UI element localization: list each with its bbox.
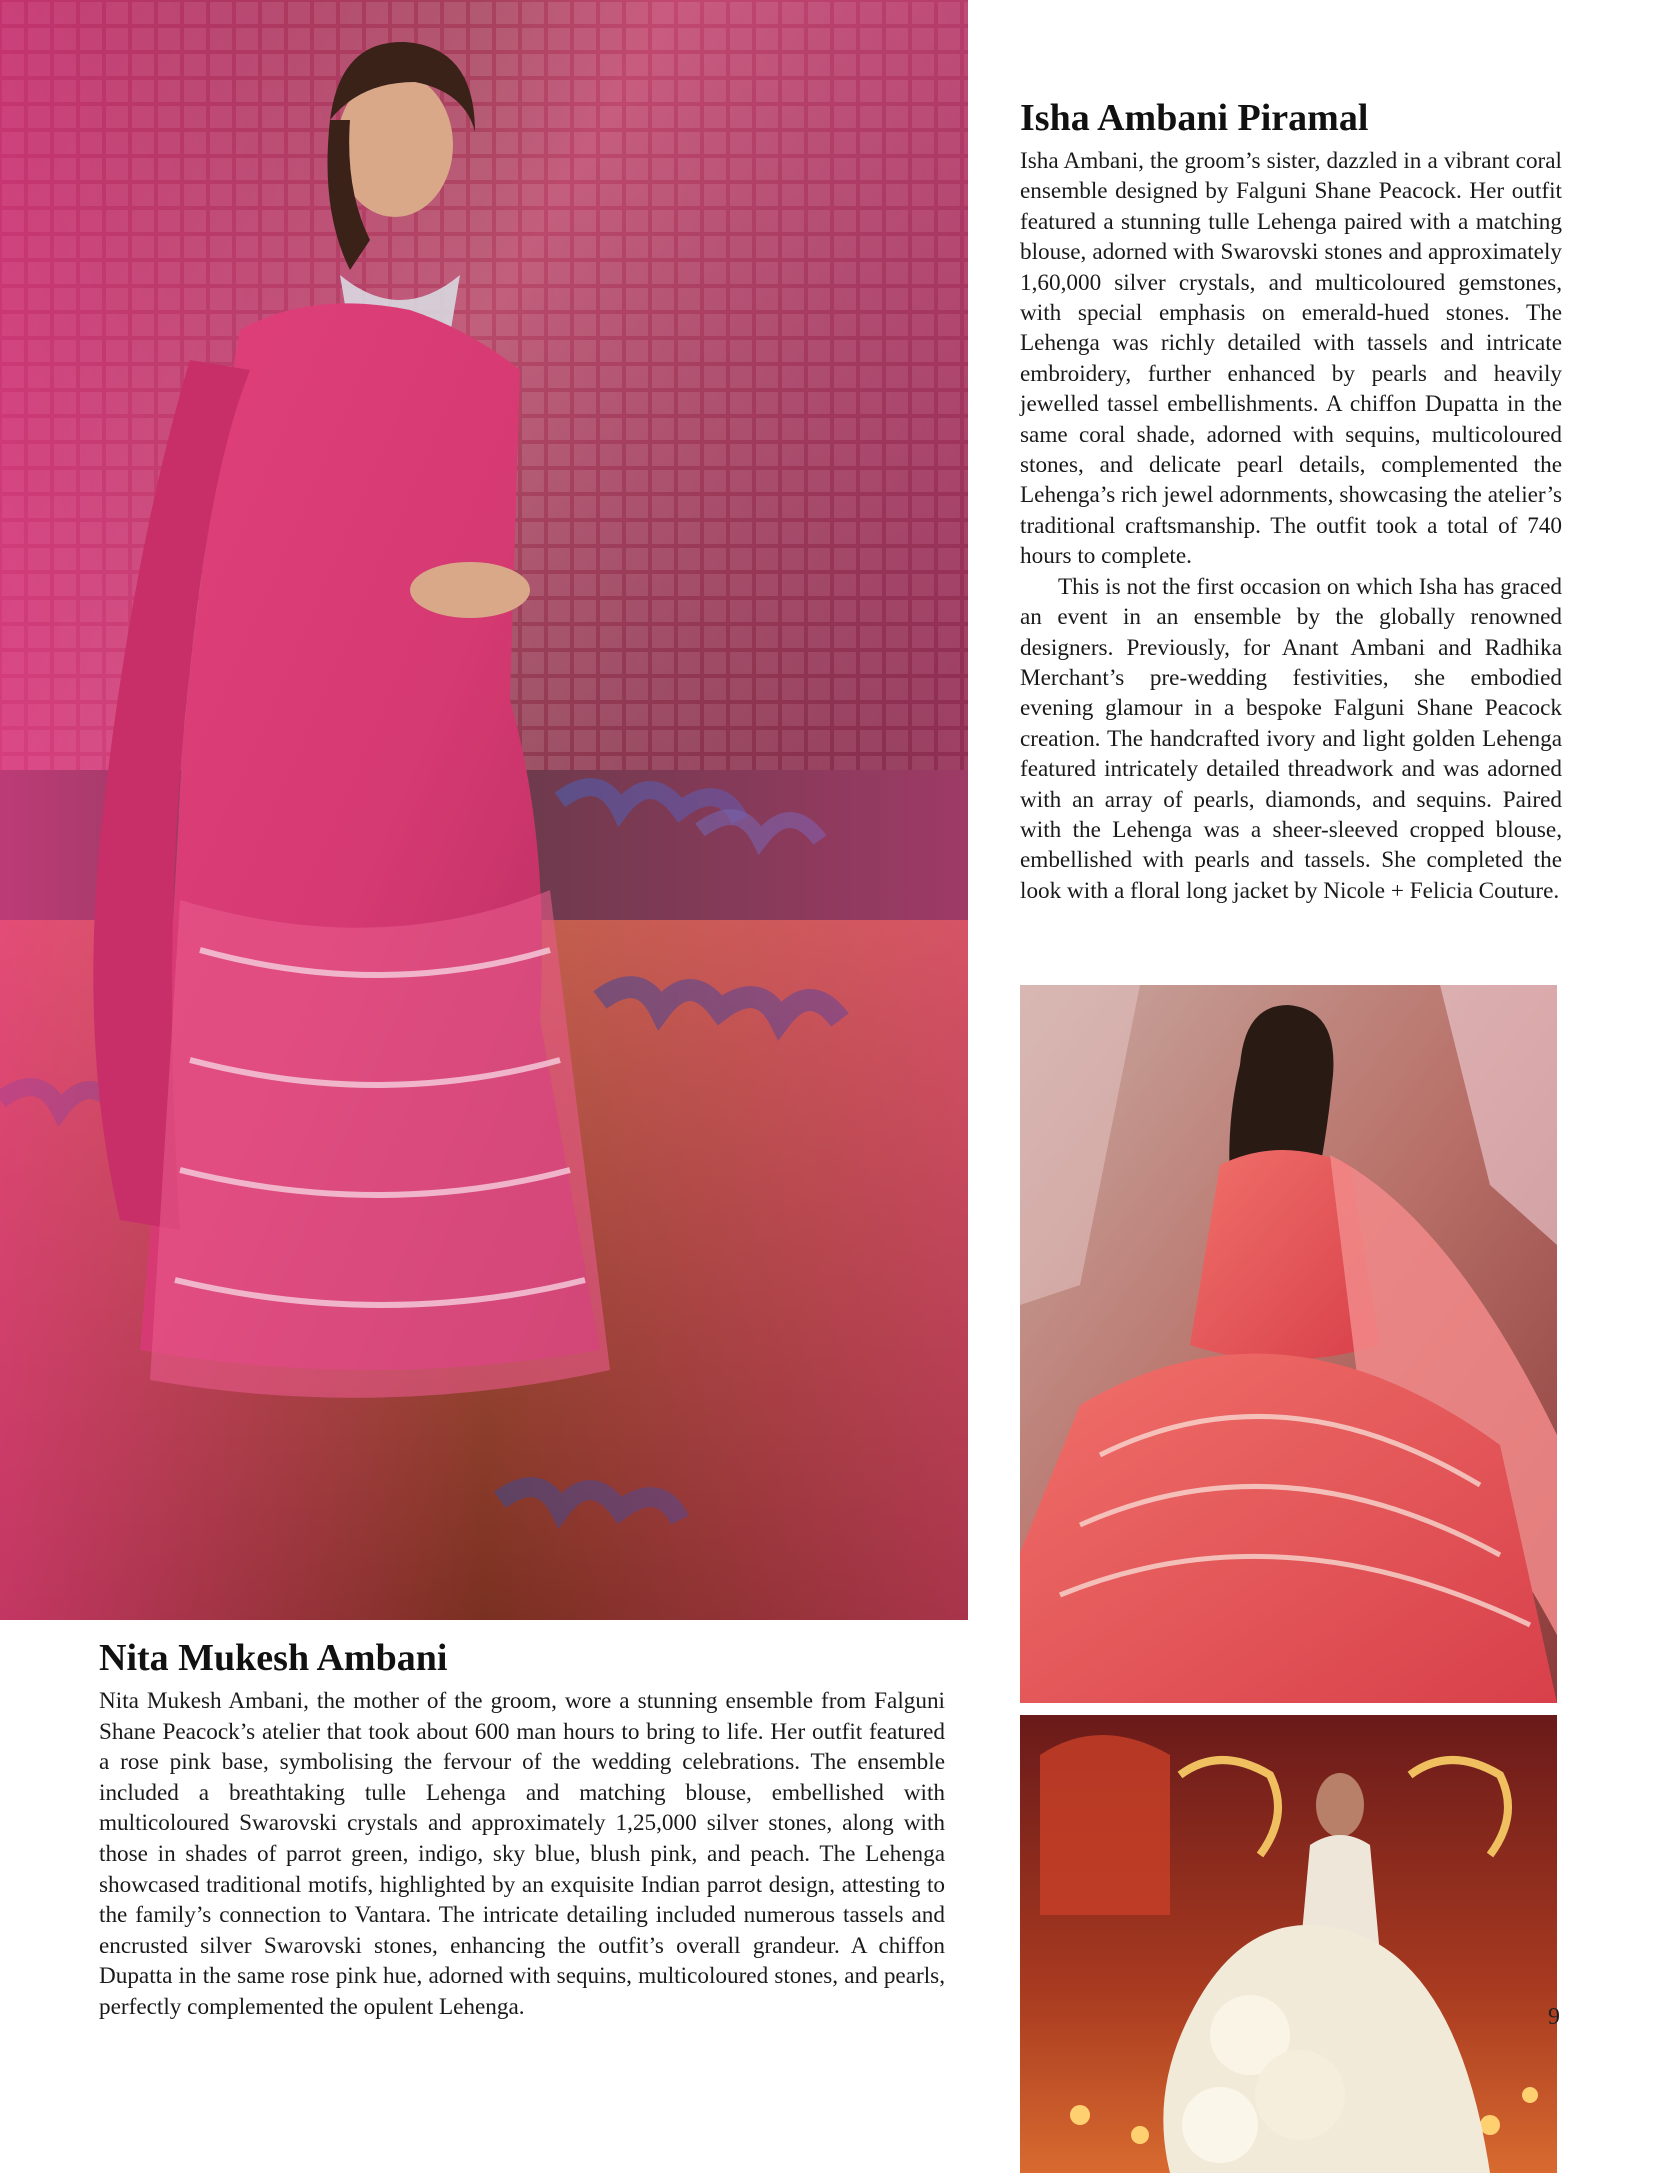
heading-isha-ambani: Isha Ambani Piramal bbox=[1020, 97, 1369, 139]
article-nita-ambani bbox=[99, 1636, 945, 2023]
isha-paragraph-2: This is not the first occasion on which Isha has graced an event in an ensemble by the globally renowned designers. Previously, for Anant Ambani and Radhika Merchant’s pre-wedding festivities, she embodied evening glamour in a bespoke Falguni Shane Peacock creation. The handcrafted ivory and light golden Lehenga featured intricately detailed threadwork and was adorned with an array of pearls, diamonds, and sequins. Paired with the Lehenga was a sheer-sleeved cropped blouse, embellished with pearls and tassels. She completed the look with a floral long jacket by Nicole + Felicia Couture. bbox=[1020, 573, 1562, 904]
isha-paragraph-1: Isha Ambani, the groom’s sister, dazzled in a vibrant coral ensemble designed by Falguni Shane Peacock. Her outfit featured a stunning tulle Lehenga paired with a matching blouse, adorned with Swarovski stones and approximately 1,60,000 silver crystals, and multicoloured gemstones, with special emphasis on emerald-hued stones. The Lehenga was richly detailed with tassels and intricate embroidery, further enhanced by pearls and heavily jewelled tassel embellishments. A chiffon Dupatta in the same coral shade, adorned with sequins, multicoloured stones, and delicate pearl details, complemented the Lehenga’s rich jewel adornments, showcasing the atelier’s traditional craftsmanship. The outfit took a total of 740 hours to complete. bbox=[1020, 148, 1562, 570]
article-isha-ambani bbox=[1020, 96, 1562, 906]
photo-isha-coral bbox=[1020, 985, 1557, 1703]
photo-isha-coral-icon bbox=[1020, 985, 1557, 1703]
photo-nita-ambani-icon bbox=[0, 0, 968, 1620]
page-number: 9 bbox=[1548, 2004, 1560, 2030]
heading-nita-ambani: Nita Mukesh Ambani bbox=[99, 1637, 448, 1679]
main-photo bbox=[0, 0, 968, 1620]
photo-isha-ivory-icon bbox=[1020, 1715, 1557, 2173]
nita-paragraph-1: Nita Mukesh Ambani, the mother of the groom, wore a stunning ensemble from Falguni Shane Peacock’s atelier that took about 600 man hours to bring to life. Her outfit featured a rose pink base, symbolising the fervour of the wedding celebrations. The ensemble included a breathtaking tulle Lehenga and matching blouse, embellished with multicoloured Swarovski crystals and approximately 1,25,000 silver stones, along with those in shades of parrot green, indigo, sky blue, blush pink, and peach. The Lehenga showcased traditional motifs, highlighted by an exquisite Indian parrot design, attesting to the family’s connection to Vantara. The intricate detailing included numerous tassels and encrusted silver Swarovski stones, enhancing the outfit’s overall grandeur. A chiffon Dupatta in the same rose pink hue, adorned with sequins, multicoloured stones, and pearls, perfectly complemented the opulent Lehenga. bbox=[99, 1688, 945, 2020]
photo-isha-ivory bbox=[1020, 1715, 1557, 2173]
